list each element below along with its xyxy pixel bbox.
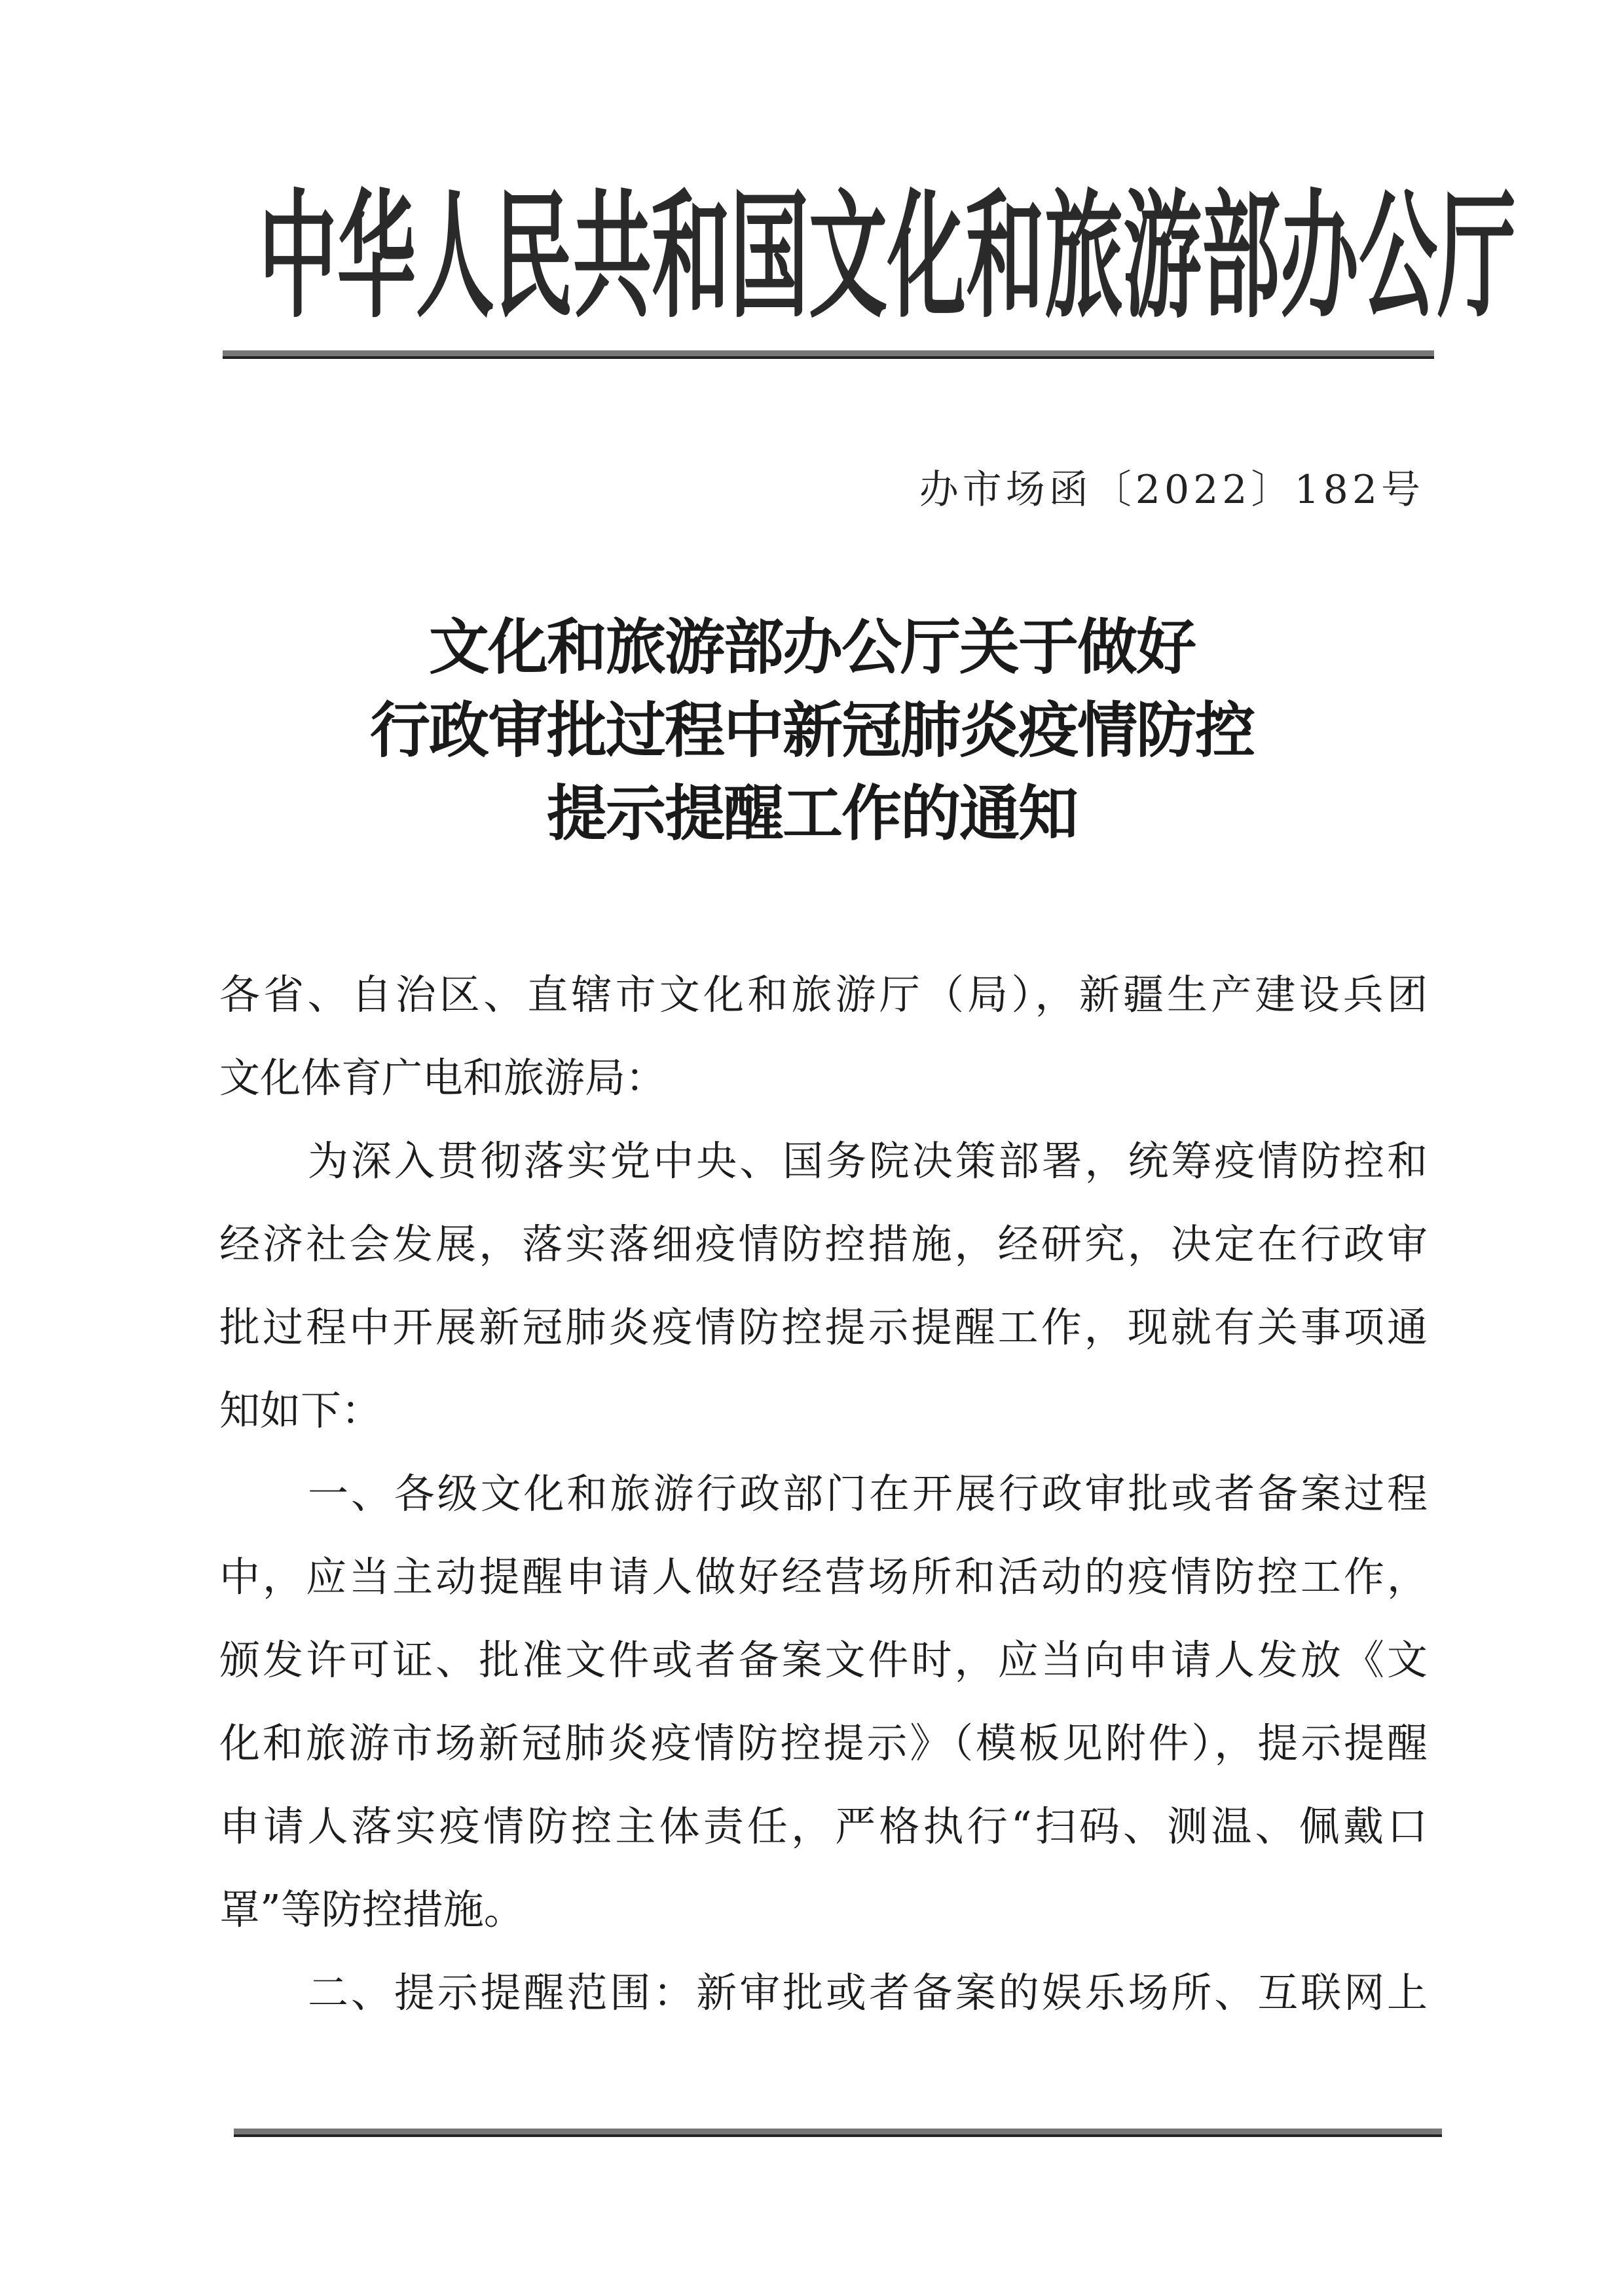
body-line: 罩”等防控措施。	[219, 1886, 525, 1933]
masthead-glyph: 公	[1359, 177, 1437, 337]
masthead-glyph: 部	[1202, 177, 1280, 337]
heading-line: 提示提醒工作的通知	[546, 778, 1077, 849]
masthead-glyph: 华	[337, 177, 416, 337]
document-body	[219, 953, 1428, 2034]
masthead-glyph: 和	[652, 177, 730, 337]
masthead-glyph: 和	[966, 177, 1044, 337]
body-line: 一、各级文化和旅游行政部门在开展行政审批或者备案过程	[308, 1470, 1428, 1517]
body-line: 化和旅游市场新冠肺炎疫情防控提示》（模板见附件），提示提醒	[219, 1719, 1428, 1767]
masthead-glyph: 办	[1280, 177, 1359, 337]
masthead-glyph: 厅	[1437, 177, 1516, 337]
masthead-glyph: 中	[259, 177, 337, 337]
masthead-glyph: 民	[494, 177, 573, 337]
document-number: 办市场函〔2022〕182号	[919, 467, 1424, 513]
body-line: 为深入贯彻落实党中央、国务院决策部署，统筹疫情防控和	[308, 1137, 1428, 1185]
masthead-glyph: 国	[730, 177, 809, 337]
masthead-divider	[223, 350, 1434, 359]
masthead-glyph: 人	[416, 177, 494, 337]
masthead-glyph: 共	[573, 177, 652, 337]
footer-divider	[234, 2129, 1442, 2137]
body-line: 申请人落实疫情防控主体责任，严格执行“扫码、测温、佩戴口	[219, 1802, 1428, 1850]
masthead-glyph: 化	[887, 177, 966, 337]
masthead-glyph: 文	[809, 177, 887, 337]
body-line: 经济社会发展，落实落细疫情防控措施，经研究，决定在行政审	[219, 1220, 1428, 1268]
body-line: 批过程中开展新冠肺炎疫情防控提示提醒工作，现就有关事项通	[219, 1303, 1428, 1351]
body-line: 知如下：	[219, 1386, 382, 1434]
body-line: 二、提示提醒范围：新审批或者备案的娱乐场所、互联网上	[308, 1969, 1428, 2017]
masthead-glyph: 旅	[1044, 177, 1123, 337]
document-heading	[0, 606, 1624, 855]
masthead-title	[259, 170, 1516, 337]
body-line: 文化体育广电和旅游局：	[219, 1054, 667, 1102]
body-line: 颁发许可证、批准文件或者备案文件时，应当向申请人发放《文	[219, 1636, 1428, 1684]
body-line: 各省、自治区、直辖市文化和旅游厅（局），新疆生产建设兵团	[219, 971, 1428, 1018]
masthead-glyph: 游	[1123, 177, 1202, 337]
heading-line: 文化和旅游部办公厅关于做好	[428, 612, 1195, 682]
body-line: 中，应当主动提醒申请人做好经营场所和活动的疫情防控工作，	[219, 1553, 1428, 1601]
heading-line: 行政审批过程中新冠肺炎疫情防控	[369, 695, 1254, 766]
